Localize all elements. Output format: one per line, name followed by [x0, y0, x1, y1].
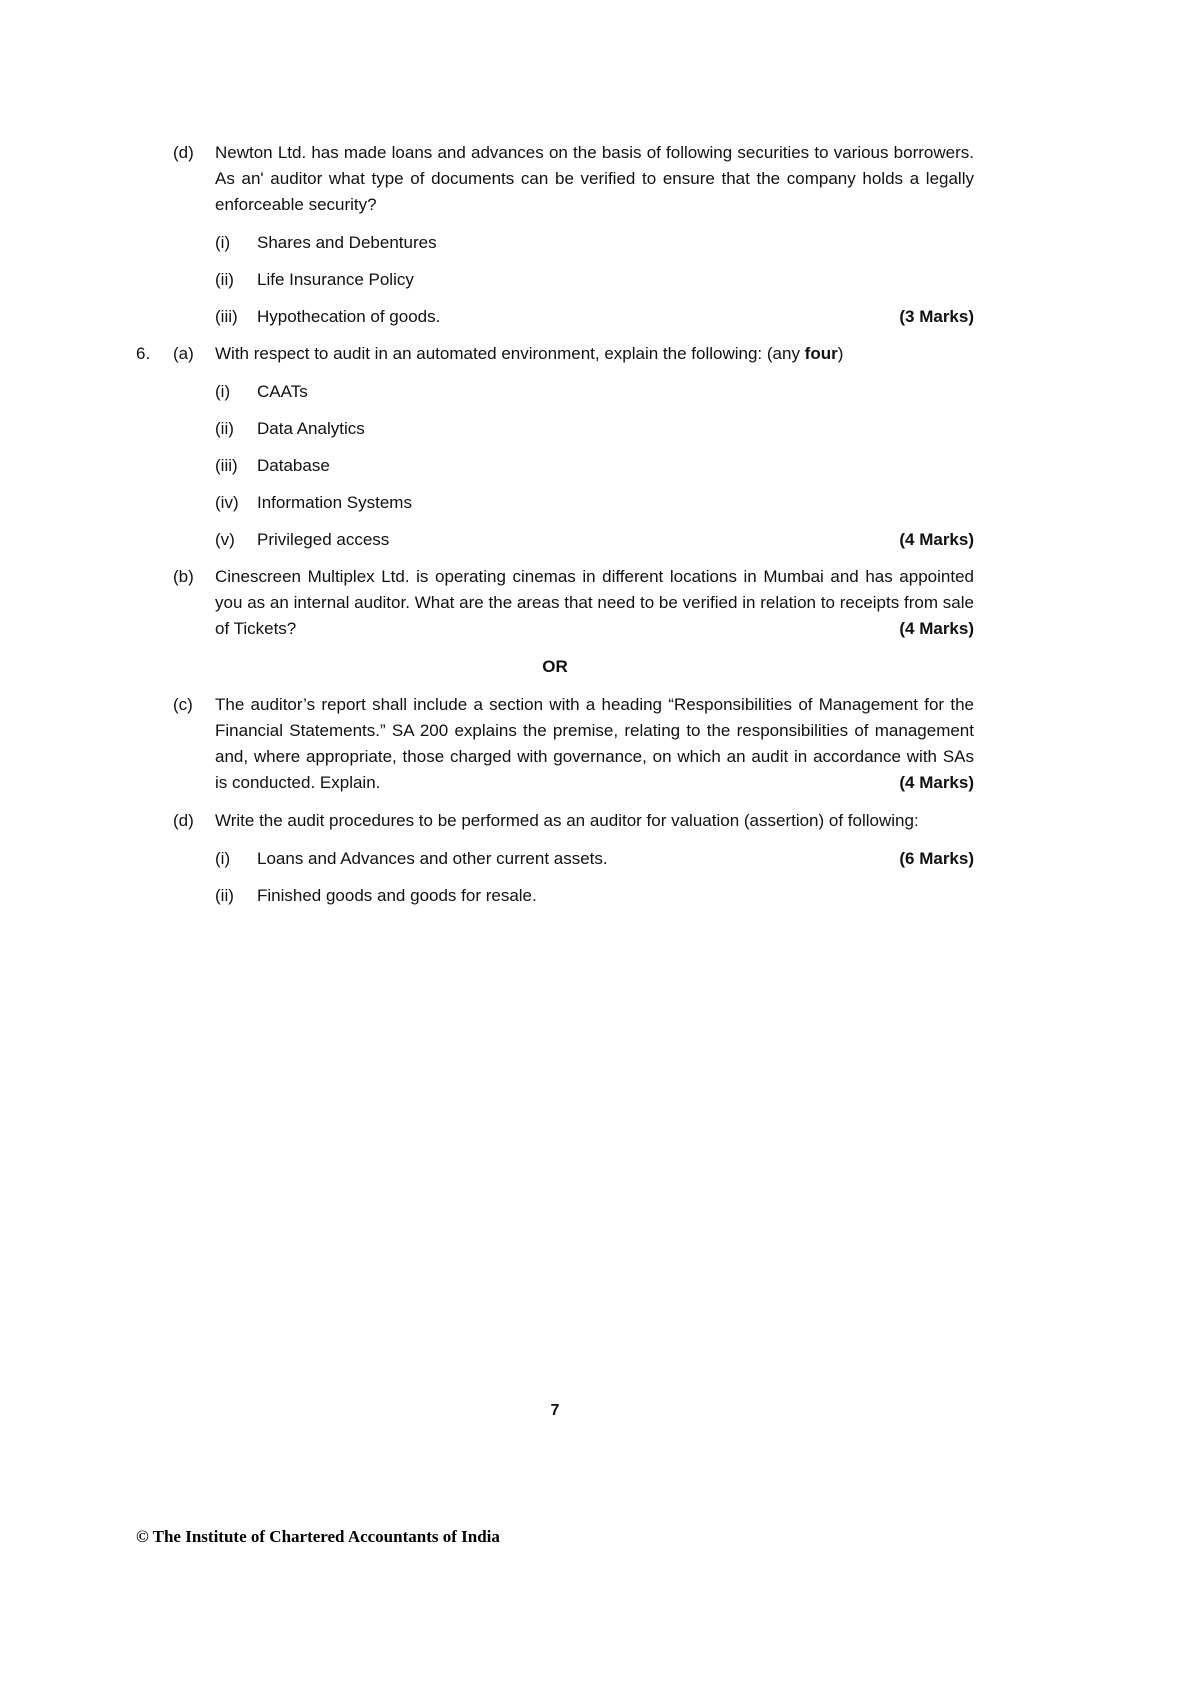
- question-6c-text: The auditor’s report shall include a section with a heading “Responsibilities of Management for the Financial Statements.” SA 200 explains the premise, relating to the responsibilities of management and, where appropriate, those charged with governance, on which an audit in accordance with SAs is conducted. Explain.: [215, 695, 974, 792]
- question-number-spacer: [136, 140, 173, 218]
- list-item: [215, 453, 974, 479]
- or-separator: OR: [542, 657, 568, 676]
- question-5d: [136, 140, 974, 218]
- question-5d-text: Newton Ltd. has made loans and advances on the basis of following securities to various borrowers. As an' auditor what type of documents can be verified to ensure that the company holds a legally enforceable security?: [215, 143, 974, 214]
- list-item-text: Data Analytics: [257, 419, 365, 438]
- list-item-label: (i): [215, 233, 231, 252]
- list-item-text: Privileged access: [257, 530, 390, 549]
- marks-badge: (4 Marks): [889, 616, 974, 642]
- question-6a-label: (a): [173, 344, 194, 363]
- list-item-label: (ii): [215, 886, 234, 905]
- marks-badge: [962, 490, 974, 516]
- list-item: [215, 267, 974, 293]
- marks-badge: [962, 416, 974, 442]
- list-item: [215, 527, 974, 553]
- list-item-label: (ii): [215, 270, 234, 289]
- list-item-text: Loans and Advances and other current assets.: [257, 849, 608, 868]
- list-item-label: (i): [215, 382, 231, 401]
- question-6c: [136, 692, 974, 796]
- marks-badge: [962, 267, 974, 293]
- list-item-label: (iii): [215, 307, 238, 326]
- question-6d: [136, 808, 974, 834]
- marks-badge: [962, 230, 974, 256]
- list-item-label: (ii): [215, 419, 234, 438]
- list-item-text: Finished goods and goods for resale.: [257, 886, 537, 905]
- marks-badge: [962, 453, 974, 479]
- list-item-text: Shares and Debentures: [257, 233, 437, 252]
- marks-badge: (4 Marks): [899, 530, 974, 549]
- list-item-label: (i): [215, 849, 231, 868]
- question-6-number: 6.: [136, 344, 151, 363]
- question-6d-label: (d): [173, 811, 194, 830]
- question-6d-text: Write the audit procedures to be performed as an auditor for valuation (assertion) of following:: [215, 811, 919, 830]
- list-item-text: Database: [257, 456, 330, 475]
- question-6b-text: Cinescreen Multiplex Ltd. is operating cinemas in different locations in Mumbai and has appointed you as an internal auditor. What are the areas that need to be verified in relation to receipts from sale of Tickets?: [215, 567, 974, 638]
- question-6a-text: With respect to audit in an automated environment, explain the following: (any four): [215, 344, 844, 363]
- list-item-text: Life Insurance Policy: [257, 270, 414, 289]
- copyright-footer: © The Institute of Chartered Accountants of India: [136, 1527, 500, 1546]
- list-item: [215, 230, 974, 256]
- list-item: [215, 416, 974, 442]
- marks-badge: [962, 883, 974, 909]
- list-item: [215, 379, 974, 405]
- marks-badge: [962, 379, 974, 405]
- marks-badge: (6 Marks): [899, 849, 974, 868]
- list-item: [215, 846, 974, 872]
- question-6a: [136, 341, 974, 367]
- question-6b: [136, 564, 974, 642]
- list-item-label: (v): [215, 530, 235, 549]
- marks-badge: (4 Marks): [889, 770, 974, 796]
- question-number-spacer: [136, 808, 173, 834]
- question-6c-label: (c): [173, 695, 193, 714]
- question-5d-label: (d): [173, 143, 194, 162]
- list-item-text: Hypothecation of goods.: [257, 307, 441, 326]
- list-item-label: (iii): [215, 456, 238, 475]
- emphasized-word: four: [804, 344, 838, 363]
- page-number: 7: [550, 1402, 560, 1419]
- list-item: [215, 490, 974, 516]
- list-item: [215, 304, 974, 330]
- list-item-text: Information Systems: [257, 493, 412, 512]
- list-item: [215, 883, 974, 909]
- question-number-spacer: [136, 692, 173, 796]
- list-item-label: (iv): [215, 493, 239, 512]
- question-6b-label: (b): [173, 567, 194, 586]
- question-number-spacer: [136, 564, 173, 642]
- page-content: [136, 140, 974, 920]
- marks-badge: (3 Marks): [899, 307, 974, 326]
- list-item-text: CAATs: [257, 382, 308, 401]
